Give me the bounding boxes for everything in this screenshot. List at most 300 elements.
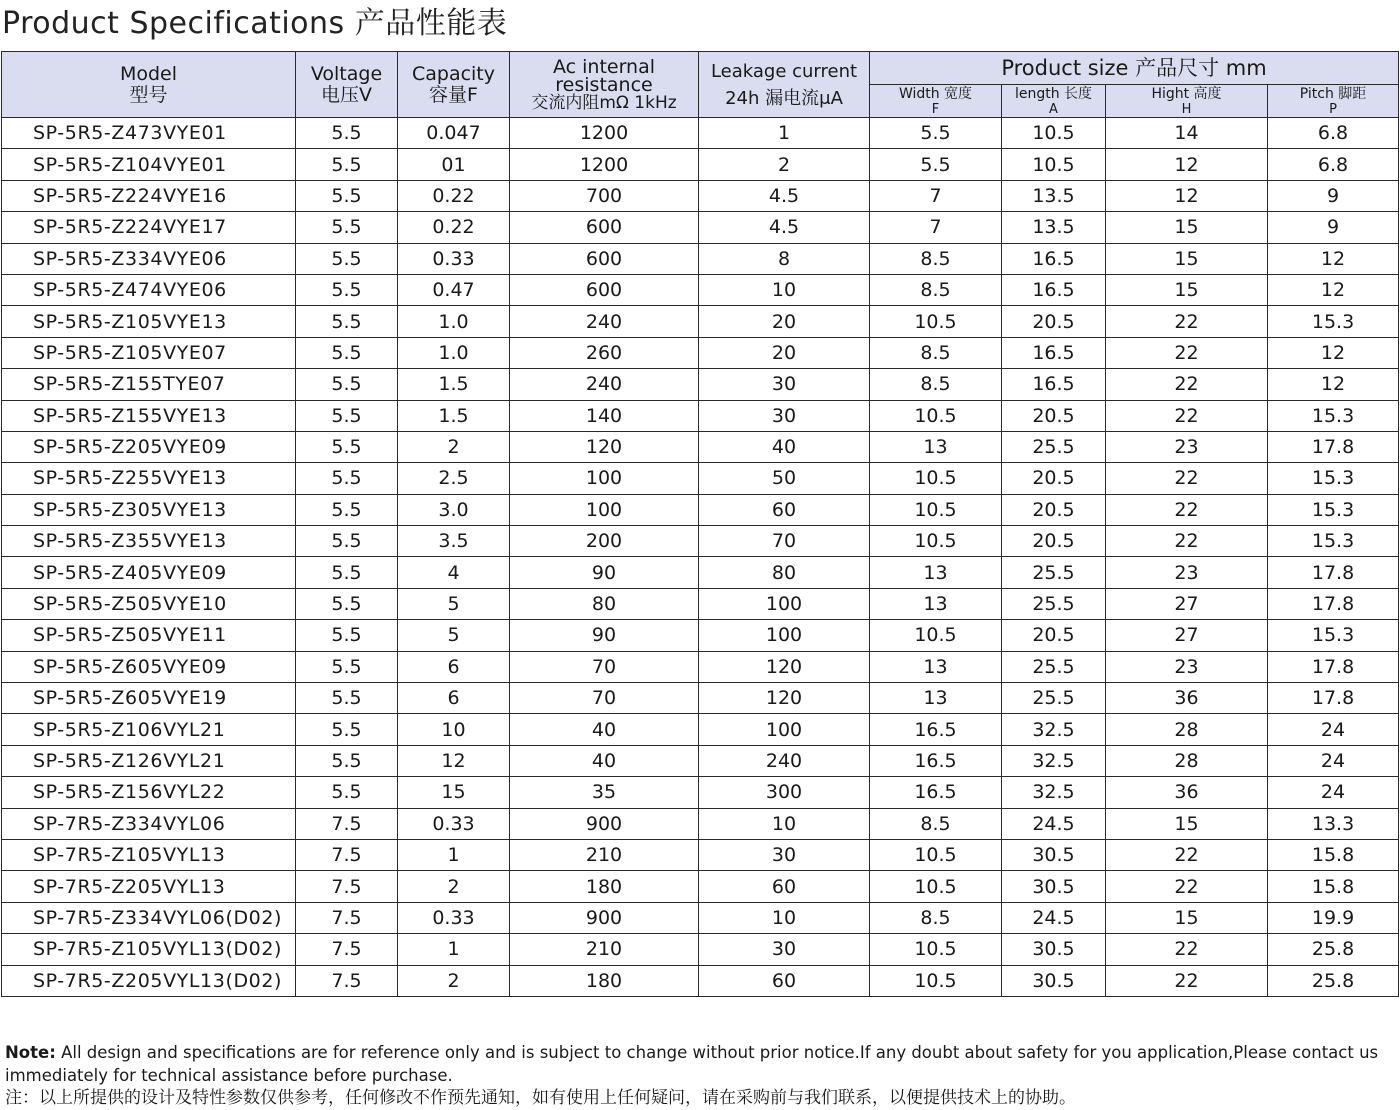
cell-pitch: 17.8 bbox=[1268, 431, 1399, 462]
cell-width: 8.5 bbox=[870, 369, 1002, 400]
table-row bbox=[2, 620, 1399, 651]
cell-length: 10.5 bbox=[1002, 149, 1106, 180]
page-title: Product Specifications 产品性能表 bbox=[2, 6, 508, 41]
cell-pitch: 24 bbox=[1268, 714, 1399, 745]
header-voltage bbox=[296, 52, 398, 118]
cell-capacity: 1 bbox=[398, 934, 510, 965]
header-leakage-cn: 24h 漏电流μA bbox=[725, 87, 843, 109]
cell-width: 5.5 bbox=[870, 118, 1002, 149]
note-en bbox=[5, 1041, 1395, 1087]
cell-capacity: 0.33 bbox=[398, 808, 510, 839]
cell-height: 15 bbox=[1106, 902, 1268, 933]
header-height bbox=[1106, 85, 1268, 118]
cell-voltage: 5.5 bbox=[296, 149, 398, 180]
cell-width: 10.5 bbox=[870, 306, 1002, 337]
cell-capacity: 15 bbox=[398, 777, 510, 808]
cell-height: 22 bbox=[1106, 934, 1268, 965]
cell-height: 27 bbox=[1106, 620, 1268, 651]
cell-capacity: 2 bbox=[398, 965, 510, 996]
cell-resistance: 40 bbox=[510, 714, 699, 745]
cell-model: SP-5R5-Z104VYE01 bbox=[2, 149, 296, 180]
table-body bbox=[2, 118, 1399, 997]
cell-leakage: 120 bbox=[699, 683, 870, 714]
cell-width: 16.5 bbox=[870, 745, 1002, 776]
header-capacity bbox=[398, 52, 510, 118]
cell-height: 23 bbox=[1106, 557, 1268, 588]
cell-model: SP-5R5-Z334VYE06 bbox=[2, 243, 296, 274]
cell-width: 7 bbox=[870, 180, 1002, 211]
cell-leakage: 60 bbox=[699, 494, 870, 525]
cell-resistance: 80 bbox=[510, 588, 699, 619]
cell-leakage: 10 bbox=[699, 808, 870, 839]
cell-model: SP-5R5-Z105VYE07 bbox=[2, 337, 296, 368]
cell-voltage: 5.5 bbox=[296, 588, 398, 619]
cell-width: 10.5 bbox=[870, 526, 1002, 557]
header-resistance-line2: resistance bbox=[555, 73, 653, 96]
cell-leakage: 4.5 bbox=[699, 212, 870, 243]
table-row bbox=[2, 400, 1399, 431]
table-row bbox=[2, 965, 1399, 996]
cell-width: 8.5 bbox=[870, 808, 1002, 839]
cell-height: 22 bbox=[1106, 369, 1268, 400]
cell-width: 7 bbox=[870, 212, 1002, 243]
cell-model: SP-5R5-Z473VYE01 bbox=[2, 118, 296, 149]
cell-capacity: 0.22 bbox=[398, 212, 510, 243]
cell-length: 20.5 bbox=[1002, 400, 1106, 431]
cell-pitch: 12 bbox=[1268, 337, 1399, 368]
cell-voltage: 5.5 bbox=[296, 745, 398, 776]
cell-pitch: 24 bbox=[1268, 745, 1399, 776]
cell-voltage: 5.5 bbox=[296, 463, 398, 494]
cell-height: 28 bbox=[1106, 714, 1268, 745]
cell-voltage: 5.5 bbox=[296, 274, 398, 305]
cell-model: SP-5R5-Z505VYE10 bbox=[2, 588, 296, 619]
cell-resistance: 70 bbox=[510, 651, 699, 682]
cell-length: 24.5 bbox=[1002, 808, 1106, 839]
cell-width: 10.5 bbox=[870, 965, 1002, 996]
cell-length: 25.5 bbox=[1002, 557, 1106, 588]
cell-width: 13 bbox=[870, 588, 1002, 619]
cell-capacity: 0.33 bbox=[398, 243, 510, 274]
cell-voltage: 5.5 bbox=[296, 494, 398, 525]
cell-height: 22 bbox=[1106, 306, 1268, 337]
header-model bbox=[2, 52, 296, 118]
cell-height: 22 bbox=[1106, 871, 1268, 902]
cell-leakage: 100 bbox=[699, 588, 870, 619]
header-product-size: Product size 产品尺寸 mm bbox=[870, 52, 1399, 85]
cell-height: 36 bbox=[1106, 683, 1268, 714]
cell-resistance: 240 bbox=[510, 306, 699, 337]
cell-leakage: 10 bbox=[699, 274, 870, 305]
table-row bbox=[2, 588, 1399, 619]
cell-capacity: 2 bbox=[398, 871, 510, 902]
cell-model: SP-5R5-Z105VYE13 bbox=[2, 306, 296, 337]
cell-height: 22 bbox=[1106, 839, 1268, 870]
cell-leakage: 20 bbox=[699, 337, 870, 368]
cell-width: 13 bbox=[870, 431, 1002, 462]
cell-leakage: 100 bbox=[699, 714, 870, 745]
table-row bbox=[2, 337, 1399, 368]
note-cn: 注：以上所提供的设计及特性参数仅供参考，任何修改不作预先通知，如有使用上任何疑问，请在采购前与我们联系，以便提供技术上的协助。 bbox=[5, 1088, 1076, 1108]
cell-length: 24.5 bbox=[1002, 902, 1106, 933]
cell-voltage: 5.5 bbox=[296, 306, 398, 337]
header-pitch bbox=[1268, 85, 1399, 118]
cell-capacity: 4 bbox=[398, 557, 510, 588]
table-row bbox=[2, 118, 1399, 149]
cell-capacity: 1.5 bbox=[398, 369, 510, 400]
cell-resistance: 210 bbox=[510, 934, 699, 965]
cell-width: 16.5 bbox=[870, 714, 1002, 745]
cell-leakage: 10 bbox=[699, 902, 870, 933]
cell-leakage: 2 bbox=[699, 149, 870, 180]
cell-voltage: 5.5 bbox=[296, 651, 398, 682]
cell-leakage: 30 bbox=[699, 400, 870, 431]
cell-length: 16.5 bbox=[1002, 369, 1106, 400]
table-row bbox=[2, 306, 1399, 337]
cell-pitch: 9 bbox=[1268, 212, 1399, 243]
cell-voltage: 5.5 bbox=[296, 714, 398, 745]
cell-width: 8.5 bbox=[870, 243, 1002, 274]
cell-length: 10.5 bbox=[1002, 118, 1106, 149]
cell-height: 15 bbox=[1106, 243, 1268, 274]
header-resistance-cn: 交流内阻mΩ 1kHz bbox=[531, 92, 677, 113]
cell-model: SP-5R5-Z505VYE11 bbox=[2, 620, 296, 651]
cell-voltage: 7.5 bbox=[296, 871, 398, 902]
table-row bbox=[2, 745, 1399, 776]
cell-height: 23 bbox=[1106, 431, 1268, 462]
cell-length: 25.5 bbox=[1002, 588, 1106, 619]
cell-capacity: 12 bbox=[398, 745, 510, 776]
cell-leakage: 70 bbox=[699, 526, 870, 557]
header-length bbox=[1002, 85, 1106, 118]
cell-height: 22 bbox=[1106, 494, 1268, 525]
header-height-symbol: H bbox=[1181, 102, 1192, 117]
cell-voltage: 5.5 bbox=[296, 557, 398, 588]
cell-capacity: 3.5 bbox=[398, 526, 510, 557]
cell-model: SP-7R5-Z205VYL13 bbox=[2, 871, 296, 902]
cell-length: 32.5 bbox=[1002, 714, 1106, 745]
cell-voltage: 5.5 bbox=[296, 431, 398, 462]
cell-height: 22 bbox=[1106, 400, 1268, 431]
cell-length: 16.5 bbox=[1002, 337, 1106, 368]
table-row bbox=[2, 212, 1399, 243]
cell-width: 13 bbox=[870, 651, 1002, 682]
cell-leakage: 8 bbox=[699, 243, 870, 274]
cell-length: 30.5 bbox=[1002, 871, 1106, 902]
cell-capacity: 2.5 bbox=[398, 463, 510, 494]
cell-model: SP-5R5-Z155TYE07 bbox=[2, 369, 296, 400]
cell-pitch: 15.3 bbox=[1268, 306, 1399, 337]
cell-pitch: 24 bbox=[1268, 777, 1399, 808]
table-row bbox=[2, 494, 1399, 525]
cell-voltage: 5.5 bbox=[296, 180, 398, 211]
cell-voltage: 5.5 bbox=[296, 620, 398, 651]
cell-model: SP-5R5-Z305VYE13 bbox=[2, 494, 296, 525]
cell-length: 20.5 bbox=[1002, 463, 1106, 494]
cell-model: SP-5R5-Z106VYL21 bbox=[2, 714, 296, 745]
cell-length: 30.5 bbox=[1002, 839, 1106, 870]
cell-width: 10.5 bbox=[870, 871, 1002, 902]
table-row bbox=[2, 149, 1399, 180]
table-row bbox=[2, 651, 1399, 682]
cell-leakage: 20 bbox=[699, 306, 870, 337]
table-row bbox=[2, 714, 1399, 745]
cell-pitch: 15.3 bbox=[1268, 494, 1399, 525]
cell-model: SP-5R5-Z155VYE13 bbox=[2, 400, 296, 431]
header-model-cn: 型号 bbox=[129, 83, 168, 106]
table-row bbox=[2, 871, 1399, 902]
cell-resistance: 40 bbox=[510, 745, 699, 776]
cell-width: 8.5 bbox=[870, 337, 1002, 368]
cell-length: 32.5 bbox=[1002, 745, 1106, 776]
cell-width: 8.5 bbox=[870, 274, 1002, 305]
cell-model: SP-5R5-Z474VYE06 bbox=[2, 274, 296, 305]
cell-voltage: 5.5 bbox=[296, 777, 398, 808]
cell-resistance: 180 bbox=[510, 871, 699, 902]
cell-leakage: 4.5 bbox=[699, 180, 870, 211]
cell-pitch: 15.8 bbox=[1268, 871, 1399, 902]
table-row bbox=[2, 463, 1399, 494]
cell-pitch: 13.3 bbox=[1268, 808, 1399, 839]
cell-model: SP-5R5-Z156VYL22 bbox=[2, 777, 296, 808]
cell-voltage: 5.5 bbox=[296, 212, 398, 243]
cell-length: 13.5 bbox=[1002, 212, 1106, 243]
table-row bbox=[2, 243, 1399, 274]
cell-leakage: 60 bbox=[699, 871, 870, 902]
cell-resistance: 260 bbox=[510, 337, 699, 368]
cell-voltage: 5.5 bbox=[296, 369, 398, 400]
cell-resistance: 900 bbox=[510, 902, 699, 933]
cell-width: 8.5 bbox=[870, 902, 1002, 933]
table-row bbox=[2, 431, 1399, 462]
cell-resistance: 1200 bbox=[510, 149, 699, 180]
cell-resistance: 120 bbox=[510, 431, 699, 462]
cell-pitch: 15.3 bbox=[1268, 463, 1399, 494]
cell-width: 10.5 bbox=[870, 463, 1002, 494]
note-text: All design and specifications are for reference only and is subject to change without prior notice.If any doubt about safety for you application,Please contact us immediately for technical assistance before purchase. bbox=[5, 1043, 1379, 1085]
cell-length: 25.5 bbox=[1002, 431, 1106, 462]
cell-capacity: 2 bbox=[398, 431, 510, 462]
cell-resistance: 90 bbox=[510, 557, 699, 588]
cell-width: 5.5 bbox=[870, 149, 1002, 180]
cell-pitch: 12 bbox=[1268, 274, 1399, 305]
table-row bbox=[2, 902, 1399, 933]
header-length-symbol: A bbox=[1049, 102, 1058, 117]
table-row bbox=[2, 274, 1399, 305]
cell-leakage: 80 bbox=[699, 557, 870, 588]
note-label: Note: bbox=[5, 1043, 56, 1062]
cell-pitch: 15.8 bbox=[1268, 839, 1399, 870]
cell-height: 27 bbox=[1106, 588, 1268, 619]
cell-capacity: 0.47 bbox=[398, 274, 510, 305]
cell-leakage: 40 bbox=[699, 431, 870, 462]
cell-leakage: 120 bbox=[699, 651, 870, 682]
header-pitch-symbol: P bbox=[1329, 102, 1337, 117]
cell-model: SP-5R5-Z224VYE16 bbox=[2, 180, 296, 211]
cell-pitch: 17.8 bbox=[1268, 588, 1399, 619]
cell-capacity: 10 bbox=[398, 714, 510, 745]
cell-length: 25.5 bbox=[1002, 651, 1106, 682]
cell-width: 10.5 bbox=[870, 620, 1002, 651]
cell-capacity: 1 bbox=[398, 839, 510, 870]
cell-leakage: 50 bbox=[699, 463, 870, 494]
cell-voltage: 5.5 bbox=[296, 400, 398, 431]
cell-voltage: 7.5 bbox=[296, 808, 398, 839]
cell-width: 10.5 bbox=[870, 839, 1002, 870]
cell-model: SP-5R5-Z255VYE13 bbox=[2, 463, 296, 494]
cell-resistance: 180 bbox=[510, 965, 699, 996]
cell-resistance: 140 bbox=[510, 400, 699, 431]
cell-resistance: 700 bbox=[510, 180, 699, 211]
cell-capacity: 1.5 bbox=[398, 400, 510, 431]
cell-model: SP-5R5-Z605VYE19 bbox=[2, 683, 296, 714]
cell-height: 12 bbox=[1106, 180, 1268, 211]
cell-model: SP-5R5-Z126VYL21 bbox=[2, 745, 296, 776]
cell-model: SP-5R5-Z405VYE09 bbox=[2, 557, 296, 588]
cell-leakage: 30 bbox=[699, 839, 870, 870]
cell-height: 23 bbox=[1106, 651, 1268, 682]
cell-capacity: 01 bbox=[398, 149, 510, 180]
cell-resistance: 240 bbox=[510, 369, 699, 400]
cell-pitch: 15.3 bbox=[1268, 526, 1399, 557]
cell-height: 28 bbox=[1106, 745, 1268, 776]
cell-model: SP-7R5-Z105VYL13 bbox=[2, 839, 296, 870]
cell-leakage: 240 bbox=[699, 745, 870, 776]
table-row bbox=[2, 839, 1399, 870]
cell-length: 30.5 bbox=[1002, 965, 1106, 996]
cell-length: 20.5 bbox=[1002, 526, 1106, 557]
cell-capacity: 5 bbox=[398, 620, 510, 651]
cell-voltage: 5.5 bbox=[296, 337, 398, 368]
cell-pitch: 25.8 bbox=[1268, 934, 1399, 965]
header-resistance bbox=[510, 52, 699, 118]
cell-resistance: 35 bbox=[510, 777, 699, 808]
cell-resistance: 600 bbox=[510, 243, 699, 274]
header-capacity-cn: 容量F bbox=[429, 83, 478, 106]
cell-height: 12 bbox=[1106, 149, 1268, 180]
cell-capacity: 0.33 bbox=[398, 902, 510, 933]
cell-height: 22 bbox=[1106, 337, 1268, 368]
cell-height: 15 bbox=[1106, 808, 1268, 839]
cell-length: 30.5 bbox=[1002, 934, 1106, 965]
header-length-label: length 长度 bbox=[1014, 86, 1093, 102]
cell-length: 20.5 bbox=[1002, 620, 1106, 651]
spec-table bbox=[1, 51, 1399, 997]
cell-leakage: 100 bbox=[699, 620, 870, 651]
cell-leakage: 30 bbox=[699, 934, 870, 965]
cell-resistance: 100 bbox=[510, 494, 699, 525]
cell-model: SP-5R5-Z355VYE13 bbox=[2, 526, 296, 557]
table-row bbox=[2, 934, 1399, 965]
header-leakage-en: Leakage current bbox=[710, 60, 858, 82]
header-width-label: Width 宽度 bbox=[898, 86, 973, 102]
cell-capacity: 5 bbox=[398, 588, 510, 619]
table-row bbox=[2, 777, 1399, 808]
cell-resistance: 600 bbox=[510, 212, 699, 243]
cell-voltage: 5.5 bbox=[296, 526, 398, 557]
cell-model: SP-5R5-Z224VYE17 bbox=[2, 212, 296, 243]
cell-length: 32.5 bbox=[1002, 777, 1106, 808]
cell-pitch: 9 bbox=[1268, 180, 1399, 211]
cell-height: 36 bbox=[1106, 777, 1268, 808]
header-pitch-label: Pitch 脚距 bbox=[1299, 86, 1367, 102]
cell-resistance: 70 bbox=[510, 683, 699, 714]
cell-capacity: 0.22 bbox=[398, 180, 510, 211]
cell-pitch: 6.8 bbox=[1268, 118, 1399, 149]
cell-length: 13.5 bbox=[1002, 180, 1106, 211]
header-model-en: Model bbox=[119, 62, 178, 85]
cell-voltage: 5.5 bbox=[296, 243, 398, 274]
header-leakage bbox=[699, 52, 870, 118]
cell-pitch: 15.3 bbox=[1268, 620, 1399, 651]
cell-width: 10.5 bbox=[870, 400, 1002, 431]
cell-model: SP-7R5-Z334VYL06 bbox=[2, 808, 296, 839]
cell-pitch: 12 bbox=[1268, 243, 1399, 274]
cell-leakage: 300 bbox=[699, 777, 870, 808]
header-width-symbol: F bbox=[931, 102, 940, 117]
cell-model: SP-5R5-Z605VYE09 bbox=[2, 651, 296, 682]
cell-pitch: 17.8 bbox=[1268, 651, 1399, 682]
cell-leakage: 60 bbox=[699, 965, 870, 996]
header-capacity-en: Capacity bbox=[411, 62, 496, 85]
cell-capacity: 1.0 bbox=[398, 306, 510, 337]
cell-length: 16.5 bbox=[1002, 274, 1106, 305]
cell-capacity: 1.0 bbox=[398, 337, 510, 368]
cell-width: 10.5 bbox=[870, 934, 1002, 965]
cell-height: 15 bbox=[1106, 274, 1268, 305]
cell-capacity: 3.0 bbox=[398, 494, 510, 525]
cell-pitch: 6.8 bbox=[1268, 149, 1399, 180]
cell-model: SP-7R5-Z105VYL13(D02) bbox=[2, 934, 296, 965]
cell-pitch: 25.8 bbox=[1268, 965, 1399, 996]
table-row bbox=[2, 808, 1399, 839]
table-row bbox=[2, 180, 1399, 211]
table-row bbox=[2, 526, 1399, 557]
table-row bbox=[2, 683, 1399, 714]
cell-pitch: 15.3 bbox=[1268, 400, 1399, 431]
header-voltage-en: Voltage bbox=[310, 62, 383, 85]
cell-pitch: 19.9 bbox=[1268, 902, 1399, 933]
cell-width: 16.5 bbox=[870, 777, 1002, 808]
table-row bbox=[2, 557, 1399, 588]
cell-height: 22 bbox=[1106, 526, 1268, 557]
header-voltage-cn: 电压V bbox=[321, 83, 372, 106]
cell-length: 16.5 bbox=[1002, 243, 1106, 274]
cell-pitch: 12 bbox=[1268, 369, 1399, 400]
cell-height: 22 bbox=[1106, 463, 1268, 494]
header-height-label: Hight 高度 bbox=[1151, 86, 1222, 102]
cell-height: 14 bbox=[1106, 118, 1268, 149]
header-resistance-line1: Ac internal bbox=[552, 55, 656, 78]
cell-model: SP-7R5-Z205VYL13(D02) bbox=[2, 965, 296, 996]
cell-leakage: 30 bbox=[699, 369, 870, 400]
cell-resistance: 200 bbox=[510, 526, 699, 557]
table-header bbox=[2, 52, 1399, 118]
cell-width: 13 bbox=[870, 557, 1002, 588]
cell-resistance: 100 bbox=[510, 463, 699, 494]
cell-resistance: 1200 bbox=[510, 118, 699, 149]
cell-resistance: 90 bbox=[510, 620, 699, 651]
cell-width: 13 bbox=[870, 683, 1002, 714]
cell-resistance: 210 bbox=[510, 839, 699, 870]
cell-pitch: 17.8 bbox=[1268, 683, 1399, 714]
cell-capacity: 6 bbox=[398, 651, 510, 682]
header-width bbox=[870, 85, 1002, 118]
cell-height: 22 bbox=[1106, 965, 1268, 996]
cell-model: SP-5R5-Z205VYE09 bbox=[2, 431, 296, 462]
cell-length: 20.5 bbox=[1002, 306, 1106, 337]
table-row bbox=[2, 369, 1399, 400]
